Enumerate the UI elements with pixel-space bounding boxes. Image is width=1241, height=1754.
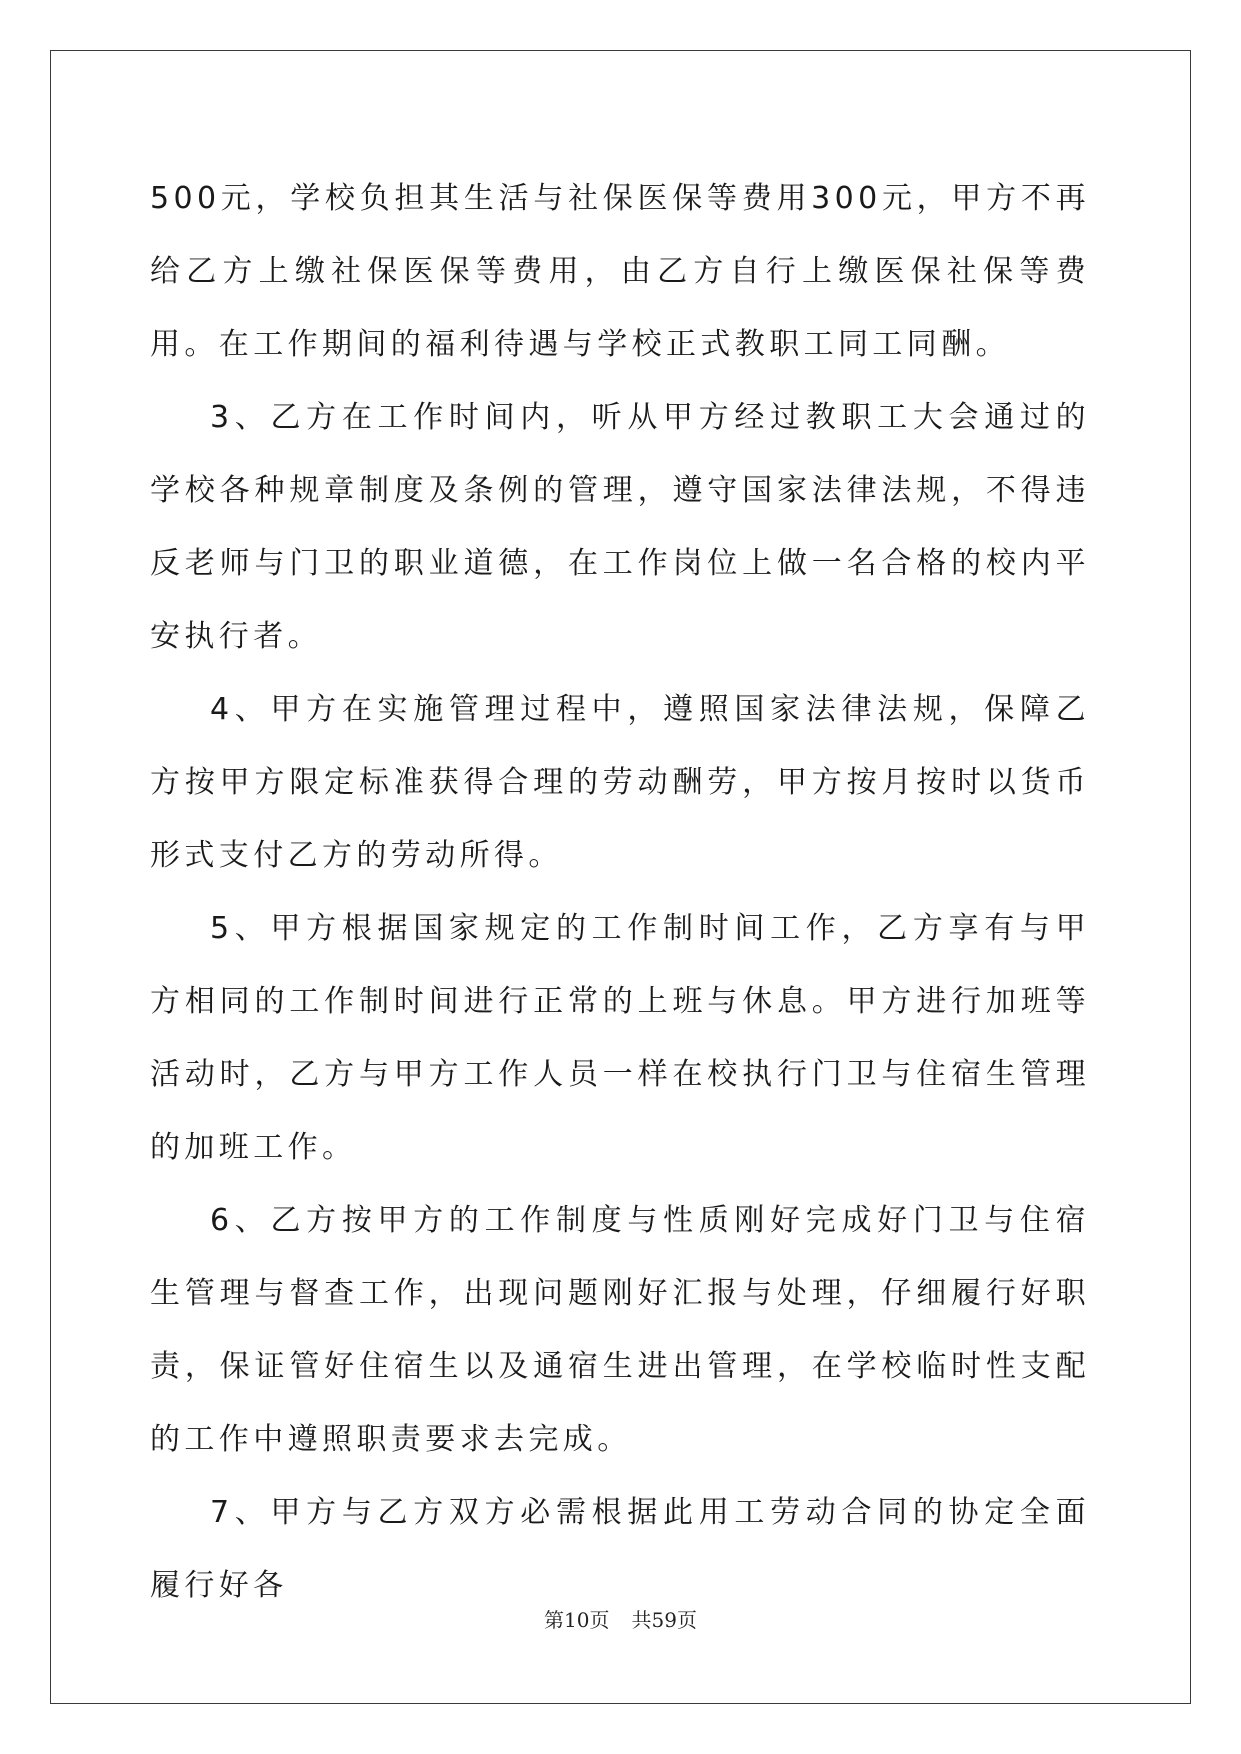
paragraph-2: 3、乙方在工作时间内，听从甲方经过教职工大会通过的学校各种规章制度及条例的管理，遵守国家法律法规，不得违反老师与门卫的职业道德，在工作岗位上做一名合格的校内平安执行者。 bbox=[150, 400, 1090, 654]
paragraph-3: 4、甲方在实施管理过程中，遵照国家法律法规，保障乙方按甲方限定标准获得合理的劳动酬劳，甲方按月按时以货币形式支付乙方的劳动所得。 bbox=[150, 692, 1090, 873]
paragraph-1: 500元，学校负担其生活与社保医保等费用300元，甲方不再给乙方上缴社保医保等费用，由乙方自行上缴医保社保等费用。在工作期间的福利待遇与学校正式教职工同工同酬。 bbox=[150, 181, 1090, 362]
page-total: 共59页 bbox=[631, 1608, 697, 1632]
page-footer bbox=[0, 1604, 1241, 1633]
page-number: 第10页 bbox=[544, 1608, 610, 1632]
paragraph-6: 7、甲方与乙方双方必需根据此用工劳动合同的协定全面履行好各 bbox=[150, 1495, 1090, 1603]
paragraph-4: 5、甲方根据国家规定的工作制时间工作，乙方享有与甲方相同的工作制时间进行正常的上班与休息。甲方进行加班等活动时，乙方与甲方工作人员一样在校执行门卫与住宿生管理的加班工作。 bbox=[150, 911, 1090, 1165]
document-body bbox=[150, 162, 1090, 1622]
paragraph-5: 6、乙方按甲方的工作制度与性质刚好完成好门卫与住宿生管理与督查工作，出现问题刚好汇报与处理，仔细履行好职责，保证管好住宿生以及通宿生进出管理，在学校临时性支配的工作中遵照职责要求去完成。 bbox=[150, 1203, 1090, 1457]
